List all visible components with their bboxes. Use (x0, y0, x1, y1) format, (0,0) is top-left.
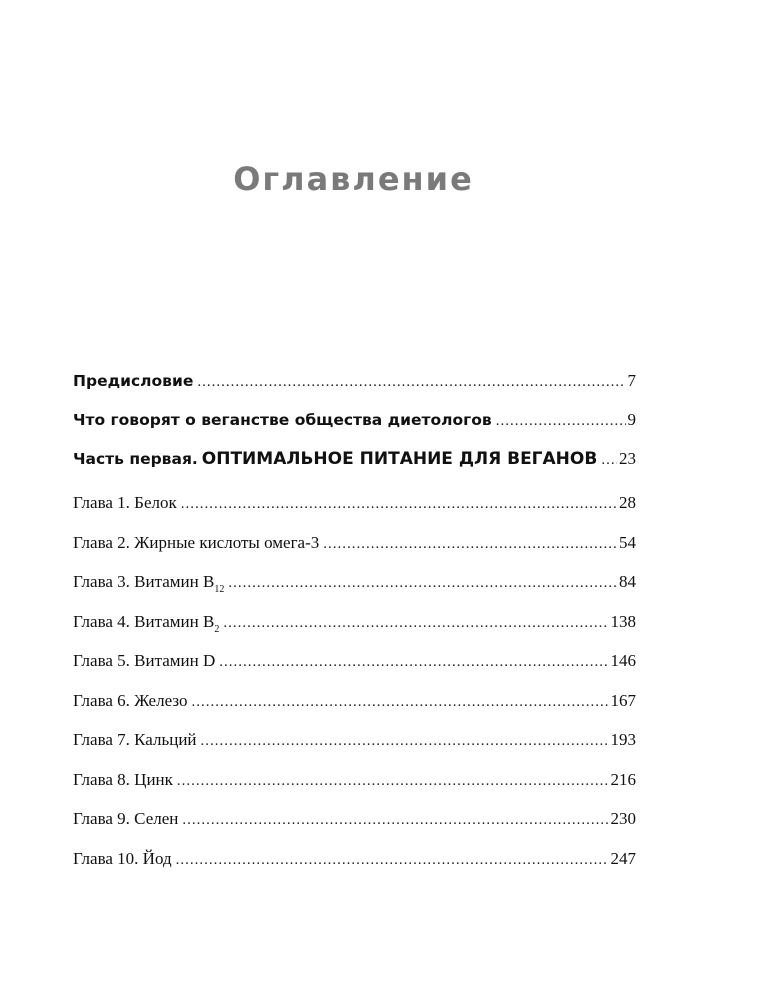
toc-entry-title: Глава 5. Витамин D (73, 651, 216, 670)
toc-entry-page: 54 (619, 532, 636, 552)
toc-entry-chapter (73, 488, 636, 528)
subscript: 2 (214, 623, 220, 635)
toc-entry-title: Глава 10. Йод (73, 848, 172, 868)
toc-entry-title: Глава 1. Белок (73, 493, 177, 512)
toc-entry-chapter (73, 686, 636, 726)
toc-entry-chapter (73, 844, 636, 884)
toc-entry-title-wrap (73, 567, 224, 596)
dot-leader (601, 446, 617, 475)
part-prefix: Часть первая. (73, 450, 198, 468)
toc-entry-title: Глава 4. Витамин B (73, 611, 215, 631)
dot-leader (177, 767, 609, 796)
toc-entry-title: Глава 8. Цинк (73, 769, 173, 789)
dot-leader (219, 648, 608, 677)
dot-leader (182, 806, 608, 835)
toc-entry-page: 9 (627, 410, 636, 429)
toc-list (73, 366, 636, 883)
dot-leader (228, 569, 617, 598)
toc-entry-chapter (73, 528, 636, 568)
toc-heading: Оглавление (233, 160, 474, 198)
toc-part-title (73, 445, 597, 474)
dot-leader (191, 688, 608, 717)
toc-entry-page: 216 (610, 769, 636, 789)
part-name: ОПТИМАЛЬНОЕ ПИТАНИЕ ДЛЯ ВЕГАНОВ (201, 449, 598, 469)
toc-entry-chapter (73, 765, 636, 805)
dot-leader (223, 609, 608, 638)
toc-entry-page: 167 (610, 690, 636, 710)
subscript: 12 (214, 584, 225, 595)
toc-entry-page: 146 (610, 651, 636, 670)
toc-entry-chapter (73, 607, 636, 647)
toc-entry-title: Глава 9. Селен (73, 809, 179, 828)
toc-entry-title: Глава 3. Витамин B (73, 572, 215, 591)
toc-entry-title: Что говорят о веганстве общества диетологов (73, 411, 492, 429)
toc-entry-part-one (73, 444, 636, 473)
toc-entry-chapter (73, 725, 636, 765)
dot-leader (181, 490, 617, 519)
toc-entry-chapter (73, 567, 636, 607)
toc-entry-page: 230 (610, 809, 636, 828)
toc-entry-page: 23 (619, 449, 636, 468)
toc-entry-page: 84 (619, 572, 636, 591)
toc-entry-title: Предисловие (73, 372, 194, 390)
toc-entry-chapter (73, 646, 636, 686)
toc-entry-title: Глава 7. Кальций (73, 730, 197, 749)
dot-leader (323, 530, 617, 559)
toc-entry-title: Глава 6. Железо (73, 690, 188, 710)
toc-entry-title: Глава 2. Жирные кислоты омега-3 (73, 532, 320, 552)
toc-entry-page: 193 (610, 730, 636, 749)
toc-entry-title-wrap (73, 607, 219, 636)
toc-entry-page: 247 (610, 848, 636, 868)
toc-entry-preface (73, 366, 636, 395)
toc-entry-chapter (73, 804, 636, 844)
toc-entry-page: 28 (619, 493, 636, 512)
dot-leader (496, 407, 626, 436)
toc-entry-dietitians (73, 405, 636, 434)
dot-leader (176, 846, 609, 875)
toc-entry-page: 138 (610, 611, 636, 631)
dot-leader (197, 368, 625, 397)
toc-entry-page: 7 (627, 371, 636, 390)
dot-leader (201, 727, 609, 756)
